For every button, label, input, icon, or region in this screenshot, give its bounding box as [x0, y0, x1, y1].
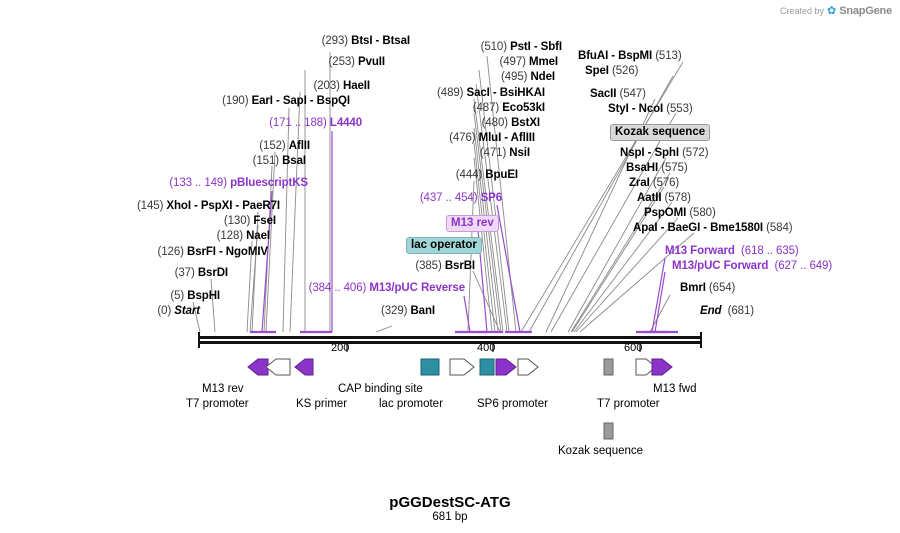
enzyme-label-spei: SpeI (526) [585, 65, 639, 77]
boxed-label-lac-operator: lac operator [406, 237, 482, 254]
enzyme-label-ndei: (495) NdeI [501, 71, 555, 83]
snapgene-leaf-icon: ✿ [826, 5, 837, 17]
credit-prefix: Created by [779, 5, 824, 16]
enzyme-label-fsei: (130) FseI [223, 215, 276, 227]
feature-label-sp6-promoter: SP6 promoter [477, 398, 548, 410]
boxed-label-m13-rev: M13 rev [446, 215, 499, 232]
enzyme-label-l4440: (171 .. 188) L4440 [269, 117, 362, 129]
plasmid-length: 681 bp [432, 511, 468, 523]
enzyme-label-bfuai: BfuAI - BspMI (513) [578, 50, 682, 62]
plasmid-name: pGGDestSC-ATG [389, 494, 511, 511]
enzyme-label-bsahi: BsaHI (575) [626, 162, 688, 174]
enzyme-label-sp6: (437 .. 454) SP6 [419, 192, 502, 204]
tick-label-600: 600 [624, 342, 643, 354]
enzyme-label-bsrdi: (37) BsrDI [174, 267, 228, 279]
feature-label-t7-promoter-right: T7 promoter [597, 398, 660, 410]
enzyme-label-nspi: NspI - SphI (572) [620, 147, 709, 159]
axis-start-label: (0) Start [157, 305, 200, 317]
enzyme-label-btsi: (293) BtsI - BtsaI [321, 35, 410, 47]
enzyme-label-naei: (128) NaeI [216, 230, 270, 242]
enzyme-label-bpuei: (444) BpuEI [455, 169, 518, 181]
enzyme-label-sacii: SacII (547) [590, 88, 646, 100]
credit-brand: SnapGene [839, 4, 892, 17]
feature-label-t7-promoter-left: T7 promoter [186, 398, 249, 410]
enzyme-label-bsrfi: (126) BsrFI - NgoMIV [157, 246, 268, 258]
enzyme-label-pvuii: (253) PvuII [328, 56, 385, 68]
enzyme-label-bsphi: (5) BspHI [170, 290, 220, 302]
enzyme-label-nsii: (471) NsiI [479, 147, 530, 159]
enzyme-label-bsai: (151) BsaI [252, 155, 306, 167]
enzyme-label-pspomi: PspOMI (580) [644, 207, 716, 219]
feature-label-m13-rev: M13 rev [202, 383, 244, 395]
enzyme-label-pbluescriptks: (133 .. 149) pBluescriptKS [169, 177, 308, 189]
enzyme-label-m13puc-forward: M13/pUC Forward (627 .. 649) [672, 260, 833, 272]
enzyme-label-m13-forward: M13 Forward (618 .. 635) [665, 245, 799, 257]
enzyme-label-bstxi: (480) BstXI [481, 117, 540, 129]
feature-label-cap-binding-site: CAP binding site [338, 383, 423, 395]
feature-label-lac-promoter: lac promoter [379, 398, 443, 410]
enzyme-label-bmri: BmrI (654) [680, 282, 736, 294]
enzyme-label-zrai: ZraI (576) [629, 177, 680, 189]
enzyme-label-eari: (190) EarI - SapI - BspQI [222, 95, 350, 107]
feature-label-kozak-sequence: Kozak sequence [558, 445, 644, 457]
boxed-label-kozak-sequence: Kozak sequence [610, 124, 710, 141]
enzyme-label-xhoi: (145) XhoI - PspXI - PaeR7I [136, 200, 280, 212]
feature-label-m13-fwd: M13 fwd [653, 383, 697, 395]
feature-label-ks-primer: KS primer [296, 398, 348, 410]
enzyme-label-bani: (329) BanI [381, 305, 435, 317]
enzyme-label-aflii: (152) AflII [259, 140, 310, 152]
enzyme-label-haeii: (203) HaeII [313, 80, 370, 92]
enzyme-label-saci: (489) SacI - BsiHKAI [437, 87, 545, 99]
enzyme-label-psti: (510) PstI - SbfI [480, 41, 562, 53]
enzyme-label-mlui: (476) MluI - AflIII [449, 132, 535, 144]
enzyme-label-bsrbi: (385) BsrBI [415, 260, 475, 272]
enzyme-label-eco53ki: (487) Eco53kI [472, 102, 545, 114]
axis-end-label: End (681) [700, 305, 754, 317]
enzyme-label-styi: StyI - NcoI (553) [608, 103, 693, 115]
tick-label-200: 200 [331, 342, 350, 354]
enzyme-label-apai: ApaI - BaeGI - Bme1580I (584) [633, 222, 793, 234]
enzyme-label-m13puc-reverse: (384 .. 406) M13/pUC Reverse [308, 282, 465, 294]
tick-label-400: 400 [477, 342, 496, 354]
enzyme-label-aatii: AatII (578) [637, 192, 691, 204]
enzyme-label-mmei: (497) MmeI [499, 56, 558, 68]
